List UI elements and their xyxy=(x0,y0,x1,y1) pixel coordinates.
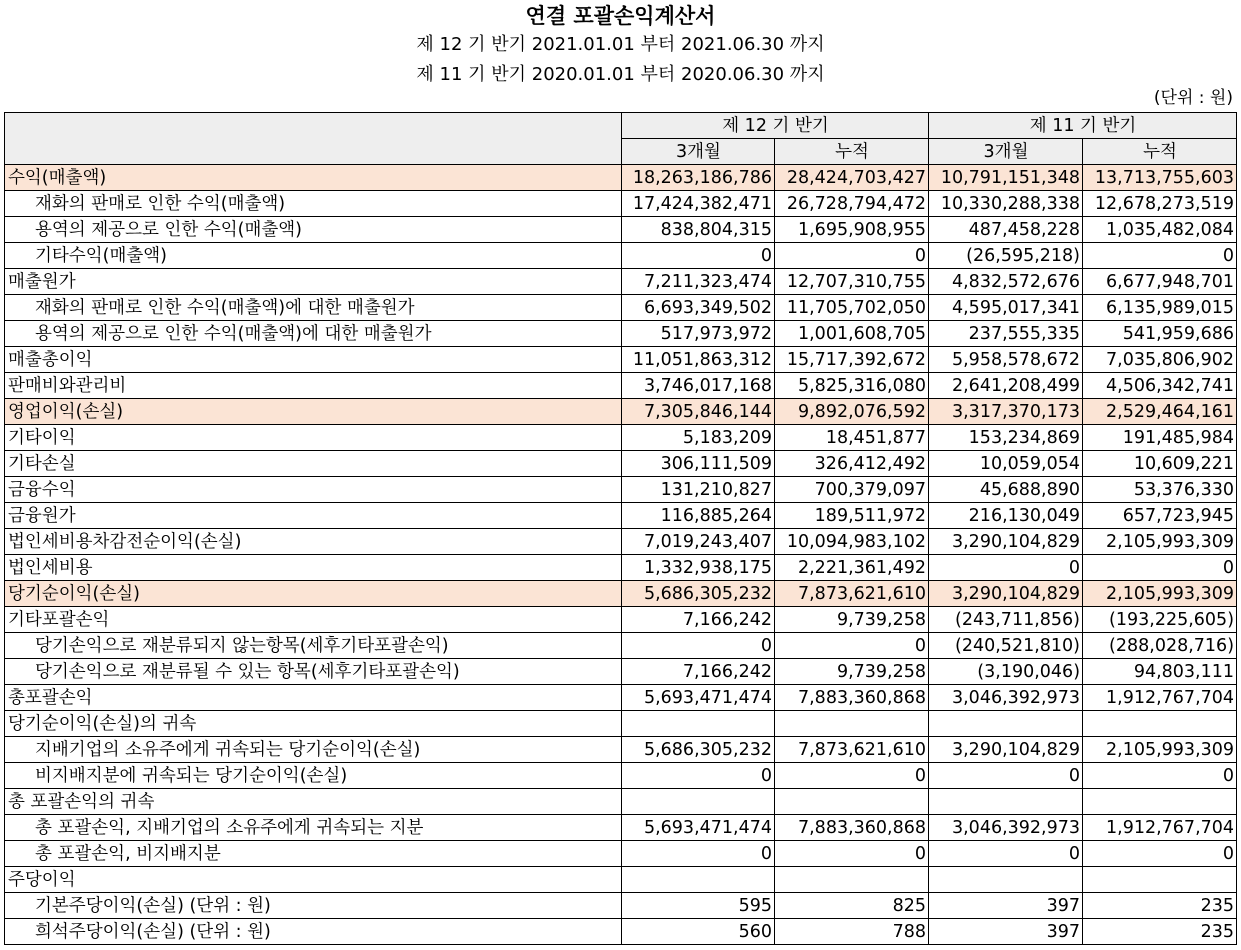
value-cell: 1,332,938,175 xyxy=(622,555,775,581)
table-row xyxy=(5,763,1237,789)
value-cell xyxy=(775,711,929,737)
value-cell: 657,723,945 xyxy=(1083,503,1237,529)
value-cell: 3,290,104,829 xyxy=(929,581,1083,607)
value-cell: 0 xyxy=(622,763,775,789)
value-cell: 0 xyxy=(622,841,775,867)
table-row xyxy=(5,711,1237,737)
value-cell: 7,035,806,902 xyxy=(1083,347,1237,373)
value-cell: 15,717,392,672 xyxy=(775,347,929,373)
value-cell: 3,046,392,973 xyxy=(929,815,1083,841)
row-label: 재화의 판매로 인한 수익(매출액) xyxy=(5,191,622,217)
value-cell: 2,105,993,309 xyxy=(1083,529,1237,555)
value-cell: 10,609,221 xyxy=(1083,451,1237,477)
row-label: 용역의 제공으로 인한 수익(매출액) xyxy=(5,217,622,243)
value-cell: 1,035,482,084 xyxy=(1083,217,1237,243)
value-cell: 5,958,578,672 xyxy=(929,347,1083,373)
value-cell: 26,728,794,472 xyxy=(775,191,929,217)
value-cell: 0 xyxy=(775,633,929,659)
value-cell: 0 xyxy=(1083,841,1237,867)
value-cell: 12,707,310,755 xyxy=(775,269,929,295)
table-row xyxy=(5,165,1237,191)
value-cell: 5,693,471,474 xyxy=(622,815,775,841)
value-cell: 45,688,890 xyxy=(929,477,1083,503)
value-cell xyxy=(1083,711,1237,737)
period-current: 제 12 기 반기 2021.01.01 부터 2021.06.30 까지 xyxy=(416,34,825,55)
value-cell: 2,105,993,309 xyxy=(1083,581,1237,607)
value-cell: 326,412,492 xyxy=(775,451,929,477)
value-cell: 6,135,989,015 xyxy=(1083,295,1237,321)
table-row xyxy=(5,737,1237,763)
corner-cell xyxy=(5,113,622,165)
value-cell: 13,713,755,603 xyxy=(1083,165,1237,191)
value-cell: 131,210,827 xyxy=(622,477,775,503)
value-cell: 53,376,330 xyxy=(1083,477,1237,503)
value-cell: 397 xyxy=(929,919,1083,945)
value-cell: (193,225,605) xyxy=(1083,607,1237,633)
row-label: 기본주당이익(손실) (단위 : 원) xyxy=(5,893,622,919)
row-label: 기타포괄손익 xyxy=(5,607,622,633)
value-cell: 216,130,049 xyxy=(929,503,1083,529)
value-cell: 1,912,767,704 xyxy=(1083,685,1237,711)
value-cell: 10,330,288,338 xyxy=(929,191,1083,217)
value-cell: 306,111,509 xyxy=(622,451,775,477)
table-row xyxy=(5,373,1237,399)
value-cell: (243,711,856) xyxy=(929,607,1083,633)
value-cell: 825 xyxy=(775,893,929,919)
unit-label: (단위 : 원) xyxy=(1153,88,1233,108)
row-label: 비지배지분에 귀속되는 당기순이익(손실) xyxy=(5,763,622,789)
row-label: 판매비와관리비 xyxy=(5,373,622,399)
value-cell: 0 xyxy=(929,763,1083,789)
value-cell xyxy=(775,789,929,815)
value-cell: 18,263,186,786 xyxy=(622,165,775,191)
table-row xyxy=(5,347,1237,373)
table-row xyxy=(5,399,1237,425)
value-cell xyxy=(1083,789,1237,815)
value-cell: 0 xyxy=(622,243,775,269)
row-label: 법인세비용 xyxy=(5,555,622,581)
value-cell: 0 xyxy=(929,841,1083,867)
row-label: 금융원가 xyxy=(5,503,622,529)
table-row xyxy=(5,633,1237,659)
row-label: 주당이익 xyxy=(5,867,622,893)
row-label: 재화의 판매로 인한 수익(매출액)에 대한 매출원가 xyxy=(5,295,622,321)
value-cell: 4,832,572,676 xyxy=(929,269,1083,295)
row-label: 영업이익(손실) xyxy=(5,399,622,425)
group-header-row xyxy=(5,113,1237,139)
value-cell: 10,791,151,348 xyxy=(929,165,1083,191)
value-cell: 560 xyxy=(622,919,775,945)
table-row xyxy=(5,529,1237,555)
value-cell xyxy=(775,867,929,893)
group-header-prior: 제 11 기 반기 xyxy=(929,113,1237,139)
value-cell: 0 xyxy=(929,555,1083,581)
value-cell xyxy=(622,789,775,815)
table-row xyxy=(5,555,1237,581)
row-label: 당기순이익(손실) xyxy=(5,581,622,607)
table-row xyxy=(5,841,1237,867)
value-cell: 0 xyxy=(775,841,929,867)
value-cell: 3,290,104,829 xyxy=(929,737,1083,763)
value-cell: 595 xyxy=(622,893,775,919)
table-row xyxy=(5,191,1237,217)
value-cell: 7,019,243,407 xyxy=(622,529,775,555)
value-cell: 5,686,305,232 xyxy=(622,581,775,607)
value-cell: 235 xyxy=(1083,893,1237,919)
row-label: 법인세비용차감전순이익(손실) xyxy=(5,529,622,555)
table-row xyxy=(5,581,1237,607)
table-row xyxy=(5,503,1237,529)
value-cell xyxy=(929,867,1083,893)
table-row xyxy=(5,607,1237,633)
table-row xyxy=(5,685,1237,711)
value-cell xyxy=(1083,867,1237,893)
value-cell: (26,595,218) xyxy=(929,243,1083,269)
value-cell xyxy=(929,711,1083,737)
value-cell: 7,211,323,474 xyxy=(622,269,775,295)
value-cell: 116,885,264 xyxy=(622,503,775,529)
sub-header-current-cumulative: 누적 xyxy=(775,139,929,165)
value-cell: 0 xyxy=(775,763,929,789)
table-row xyxy=(5,269,1237,295)
value-cell: 2,529,464,161 xyxy=(1083,399,1237,425)
value-cell: 7,873,621,610 xyxy=(775,737,929,763)
value-cell: 3,046,392,973 xyxy=(929,685,1083,711)
row-label: 매출총이익 xyxy=(5,347,622,373)
value-cell: 6,677,948,701 xyxy=(1083,269,1237,295)
value-cell: 189,511,972 xyxy=(775,503,929,529)
value-cell: 7,305,846,144 xyxy=(622,399,775,425)
value-cell: 12,678,273,519 xyxy=(1083,191,1237,217)
table-row xyxy=(5,919,1237,945)
value-cell: 28,424,703,427 xyxy=(775,165,929,191)
value-cell: 0 xyxy=(775,243,929,269)
value-cell: (288,028,716) xyxy=(1083,633,1237,659)
row-label: 당기순이익(손실)의 귀속 xyxy=(5,711,622,737)
value-cell: 5,693,471,474 xyxy=(622,685,775,711)
table-row xyxy=(5,295,1237,321)
sub-header-current-3m: 3개월 xyxy=(622,139,775,165)
value-cell: 0 xyxy=(1083,555,1237,581)
value-cell: 11,051,863,312 xyxy=(622,347,775,373)
value-cell xyxy=(929,789,1083,815)
value-cell: 700,379,097 xyxy=(775,477,929,503)
value-cell: 2,221,361,492 xyxy=(775,555,929,581)
value-cell: 10,059,054 xyxy=(929,451,1083,477)
table-body xyxy=(5,165,1237,945)
value-cell: 11,705,702,050 xyxy=(775,295,929,321)
row-label: 수익(매출액) xyxy=(5,165,622,191)
value-cell: 517,973,972 xyxy=(622,321,775,347)
row-label: 총 포괄손익, 지배기업의 소유주에게 귀속되는 지분 xyxy=(5,815,622,841)
row-label: 희석주당이익(손실) (단위 : 원) xyxy=(5,919,622,945)
value-cell: 237,555,335 xyxy=(929,321,1083,347)
value-cell: 7,166,242 xyxy=(622,607,775,633)
row-label: 총 포괄손익, 비지배지분 xyxy=(5,841,622,867)
row-label: 금융수익 xyxy=(5,477,622,503)
value-cell: 3,317,370,173 xyxy=(929,399,1083,425)
table-row xyxy=(5,659,1237,685)
value-cell: 191,485,984 xyxy=(1083,425,1237,451)
row-label: 당기손익으로 재분류되지 않는항목(세후기타포괄손익) xyxy=(5,633,622,659)
row-label: 기타이익 xyxy=(5,425,622,451)
value-cell: 2,105,993,309 xyxy=(1083,737,1237,763)
value-cell: 541,959,686 xyxy=(1083,321,1237,347)
value-cell: 0 xyxy=(622,633,775,659)
statement-header xyxy=(0,0,1241,90)
value-cell: 7,166,242 xyxy=(622,659,775,685)
value-cell: 1,912,767,704 xyxy=(1083,815,1237,841)
value-cell: 4,506,342,741 xyxy=(1083,373,1237,399)
value-cell xyxy=(622,867,775,893)
table-row xyxy=(5,451,1237,477)
value-cell: 0 xyxy=(1083,243,1237,269)
value-cell: 94,803,111 xyxy=(1083,659,1237,685)
value-cell: 7,883,360,868 xyxy=(775,815,929,841)
table-row xyxy=(5,217,1237,243)
value-cell: 3,746,017,168 xyxy=(622,373,775,399)
value-cell: 153,234,869 xyxy=(929,425,1083,451)
value-cell: 235 xyxy=(1083,919,1237,945)
value-cell: 7,873,621,610 xyxy=(775,581,929,607)
value-cell: 487,458,228 xyxy=(929,217,1083,243)
sub-header-prior-cumulative: 누적 xyxy=(1083,139,1237,165)
income-statement-table xyxy=(4,112,1237,945)
value-cell xyxy=(622,711,775,737)
value-cell: 4,595,017,341 xyxy=(929,295,1083,321)
value-cell: 6,693,349,502 xyxy=(622,295,775,321)
row-label: 기타수익(매출액) xyxy=(5,243,622,269)
value-cell: 3,290,104,829 xyxy=(929,529,1083,555)
table-row xyxy=(5,893,1237,919)
table-row xyxy=(5,243,1237,269)
value-cell: (240,521,810) xyxy=(929,633,1083,659)
row-label: 용역의 제공으로 인한 수익(매출액)에 대한 매출원가 xyxy=(5,321,622,347)
value-cell: 17,424,382,471 xyxy=(622,191,775,217)
value-cell: 18,451,877 xyxy=(775,425,929,451)
value-cell: 5,825,316,080 xyxy=(775,373,929,399)
value-cell: 9,739,258 xyxy=(775,607,929,633)
table-row xyxy=(5,321,1237,347)
value-cell: 0 xyxy=(1083,763,1237,789)
statement-title: 연결 포괄손익계산서 xyxy=(525,4,716,28)
table-row xyxy=(5,477,1237,503)
period-prior: 제 11 기 반기 2020.01.01 부터 2020.06.30 까지 xyxy=(416,64,825,85)
value-cell: 7,883,360,868 xyxy=(775,685,929,711)
row-label: 매출원가 xyxy=(5,269,622,295)
value-cell: 10,094,983,102 xyxy=(775,529,929,555)
value-cell: 9,892,076,592 xyxy=(775,399,929,425)
value-cell: 397 xyxy=(929,893,1083,919)
table-row xyxy=(5,425,1237,451)
value-cell: 5,686,305,232 xyxy=(622,737,775,763)
table-head xyxy=(5,113,1237,165)
table-row xyxy=(5,789,1237,815)
row-label: 기타손실 xyxy=(5,451,622,477)
group-header-current: 제 12 기 반기 xyxy=(622,113,929,139)
value-cell: 2,641,208,499 xyxy=(929,373,1083,399)
value-cell: 788 xyxy=(775,919,929,945)
row-label: 지배기업의 소유주에게 귀속되는 당기순이익(손실) xyxy=(5,737,622,763)
value-cell: (3,190,046) xyxy=(929,659,1083,685)
value-cell: 1,695,908,955 xyxy=(775,217,929,243)
row-label: 총 포괄손익의 귀속 xyxy=(5,789,622,815)
value-cell: 838,804,315 xyxy=(622,217,775,243)
row-label: 총포괄손익 xyxy=(5,685,622,711)
row-label: 당기손익으로 재분류될 수 있는 항목(세후기타포괄손익) xyxy=(5,659,622,685)
sub-header-prior-3m: 3개월 xyxy=(929,139,1083,165)
table-row xyxy=(5,815,1237,841)
value-cell: 1,001,608,705 xyxy=(775,321,929,347)
table-row xyxy=(5,867,1237,893)
value-cell: 9,739,258 xyxy=(775,659,929,685)
value-cell: 5,183,209 xyxy=(622,425,775,451)
